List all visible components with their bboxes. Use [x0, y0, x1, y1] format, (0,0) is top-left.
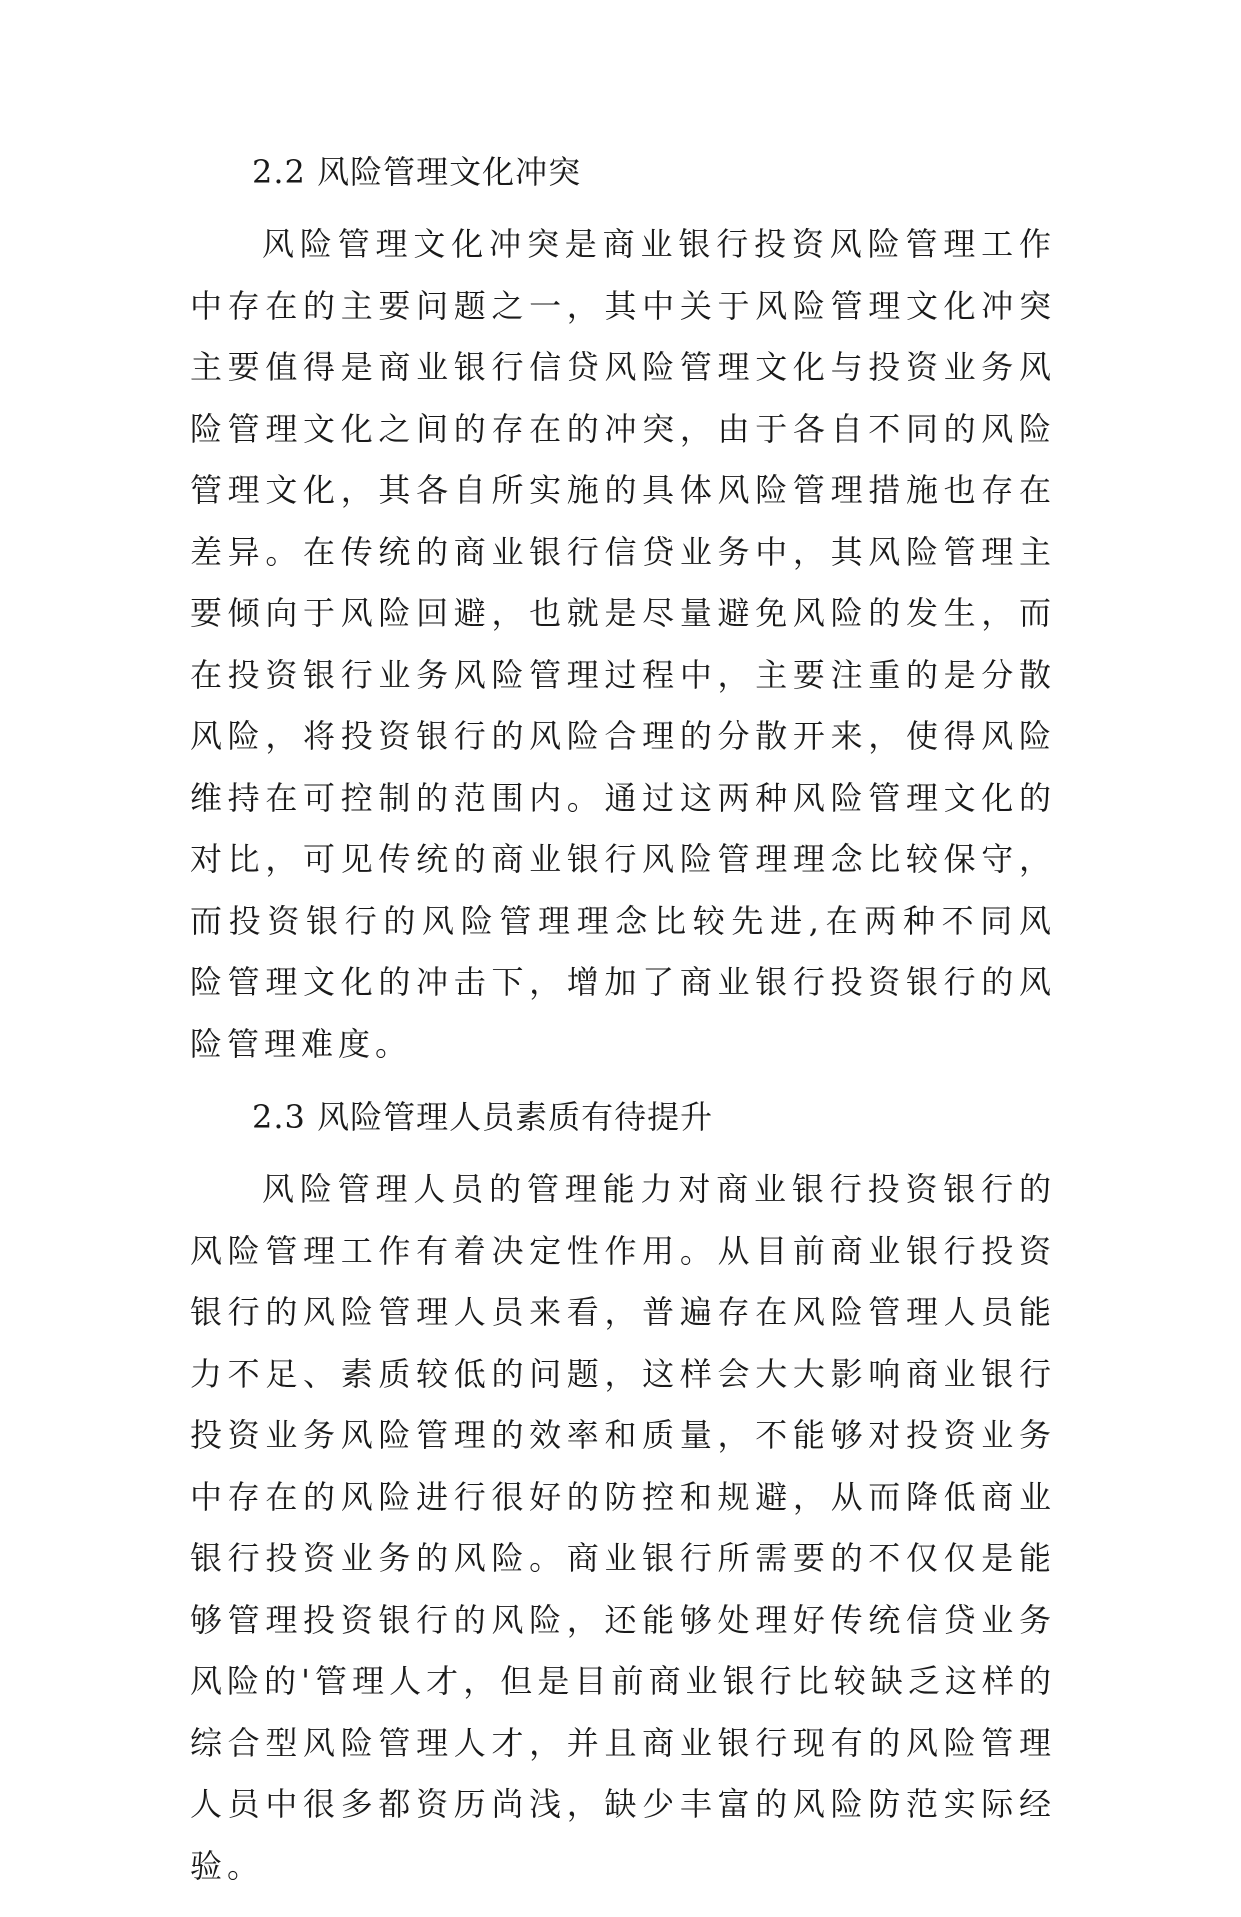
document-page [190, 150, 1056, 1917]
section-paragraph-2-3: 风险管理人员的管理能力对商业银行投资银行的风险管理工作有着决定性作用。从目前商业银行投资银行的风险管理人员来看，普遍存在风险管理人员能力不足、素质较低的问题，这样会大大影响商业银行投资业务风险管理的效率和质量，不能够对投资业务中存在的风险进行很好的防控和规避，从而降低商业银行投资业务的风险。商业银行所需要的不仅仅是能够管理投资银行的风险，还能够处理好传统信贷业务风险的'管理人才，但是目前商业银行比较缺乏这样的综合型风险管理人才，并且商业银行现有的风险管理人员中很多都资历尚浅，缺少丰富的风险防范实际经验。 [190, 1170, 1056, 1885]
section-heading-2-2: 2.2 风险管理文化冲突 [252, 153, 582, 191]
section-paragraph-2-2: 风险管理文化冲突是商业银行投资风险管理工作中存在的主要问题之一，其中关于风险管理文化冲突主要值得是商业银行信贷风险管理文化与投资业务风险管理文化之间的存在的冲突，由于各自不同的风险管理文化，其各自所实施的具体风险管理措施也存在差异。在传统的商业银行信贷业务中，其风险管理主要倾向于风险回避，也就是尽量避免风险的发生，而在投资银行业务风险管理过程中，主要注重的是分散风险，将投资银行的风险合理的分散开来，使得风险维持在可控制的范围内。通过这两种风险管理文化的对比，可见传统的商业银行风险管理理念比较保守，而投资银行的风险管理理念比较先进,在两种不同风险管理文化的冲击下，增加了商业银行投资银行的风险管理难度。 [190, 225, 1056, 1063]
section-heading-2-3: 2.3 风险管理人员素质有待提升 [252, 1098, 714, 1136]
